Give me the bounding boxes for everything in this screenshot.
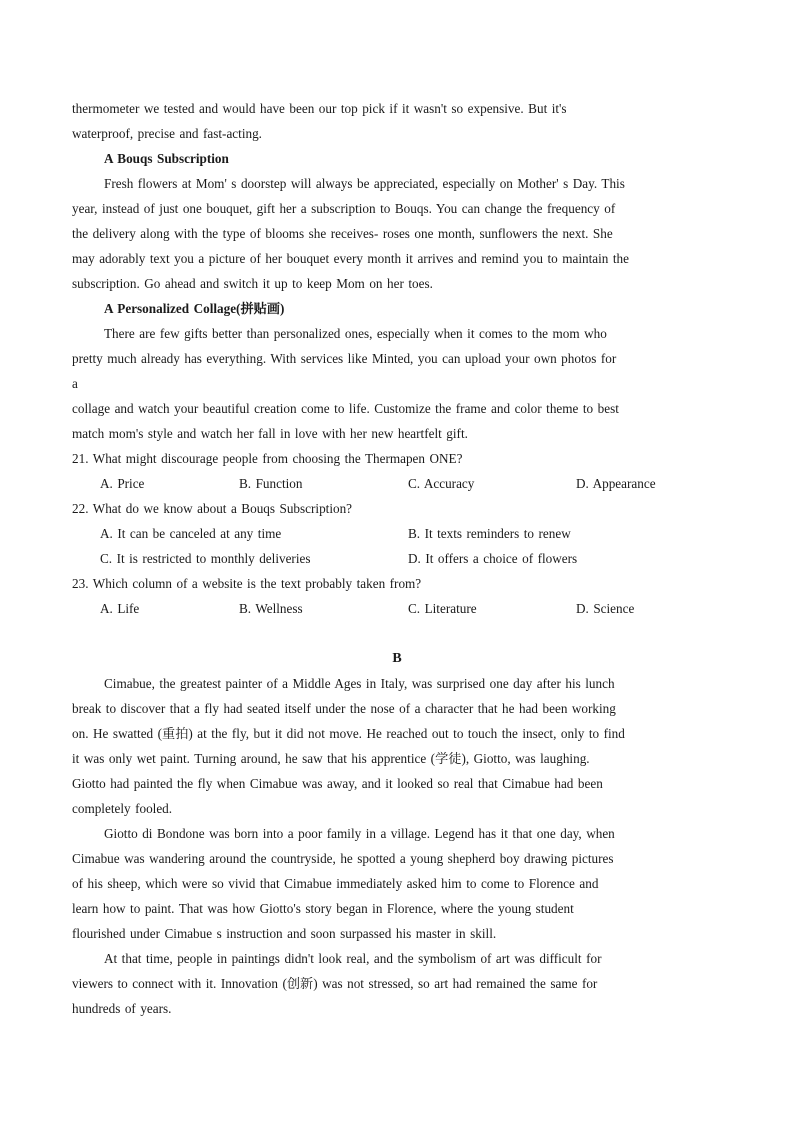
body-text: flourished under Cimabue s instruction and soon surpassed his master in skill. (72, 926, 497, 941)
body-text: Cimabue was wandering around the countryside, he spotted a young shepherd boy drawing pictures (72, 851, 614, 866)
body-text: waterproof, precise and fast-acting. (72, 126, 262, 141)
option-a: A. Price (100, 476, 145, 491)
question-22-options-row2 (72, 546, 722, 571)
option-c: C. Literature (408, 601, 477, 616)
body-text: pretty much already has everything. With services like Minted, you can upload your own photos for (72, 351, 617, 366)
body-text: may adorably text you a picture of her bouquet every month it arrives and remind you to maintain the (72, 251, 630, 266)
body-text: subscription. Go ahead and switch it up to keep Mom on her toes. (72, 276, 433, 291)
question-22-options-row1 (72, 521, 722, 546)
body-text: collage and watch your beautiful creation come to life. Customize the frame and color theme to best (72, 401, 619, 416)
question-23-options (72, 596, 722, 621)
body-text: thermometer we tested and would have been our top pick if it wasn't so expensive. But it's (72, 101, 567, 116)
body-text: completely fooled. (72, 801, 173, 816)
body-text: hundreds of years. (72, 1001, 172, 1016)
document-page (72, 96, 722, 1021)
question-22-stem: 22. What do we know about a Bouqs Subscription? (72, 501, 353, 516)
section-heading-bouqs: A Bouqs Subscription (104, 151, 229, 166)
body-text: break to discover that a fly had seated itself under the nose of a character that he had been working (72, 701, 616, 716)
option-b: B. Function (239, 476, 303, 491)
question-21-stem: 21. What might discourage people from choosing the Thermapen ONE? (72, 451, 463, 466)
body-text: Giotto di Bondone was born into a poor family in a village. Legend has it that one day, when (104, 826, 615, 841)
body-text: a (72, 376, 78, 391)
body-text: learn how to paint. That was how Giotto's story began in Florence, where the young student (72, 901, 574, 916)
body-text: There are few gifts better than personalized ones, especially when it comes to the mom who (104, 326, 607, 341)
body-text: on. He swatted (重拍) at the fly, but it did not move. He reached out to touch the insect, only to find (72, 726, 625, 741)
spacer (72, 621, 722, 646)
passage-b-title: B (392, 651, 402, 666)
question-21-options (72, 471, 722, 496)
section-heading-collage: A Personalized Collage(拼贴画) (104, 301, 285, 316)
question-23-stem: 23. Which column of a website is the text probably taken from? (72, 576, 422, 591)
body-text: of his sheep, which were so vivid that Cimabue immediately asked him to come to Florence and (72, 876, 599, 891)
option-b: B. It texts reminders to renew (408, 526, 571, 541)
option-c: C. Accuracy (408, 476, 475, 491)
option-d: D. It offers a choice of flowers (408, 551, 578, 566)
body-text: At that time, people in paintings didn't look real, and the symbolism of art was difficult for (104, 951, 602, 966)
body-text: Cimabue, the greatest painter of a Middle Ages in Italy, was surprised one day after his lunch (104, 676, 615, 691)
body-text: Fresh flowers at Mom' s doorstep will always be appreciated, especially on Mother' s Day. This (104, 176, 625, 191)
body-text: match mom's style and watch her fall in love with her new heartfelt gift. (72, 426, 468, 441)
option-c: C. It is restricted to monthly deliveries (100, 551, 311, 566)
option-b: B. Wellness (239, 601, 303, 616)
option-a: A. It can be canceled at any time (100, 526, 282, 541)
option-d: D. Science (576, 601, 635, 616)
option-a: A. Life (100, 601, 140, 616)
option-d: D. Appearance (576, 476, 656, 491)
body-text: Giotto had painted the fly when Cimabue was away, and it looked so real that Cimabue had been (72, 776, 603, 791)
body-text: viewers to connect with it. Innovation (创新) was not stressed, so art had remained the same for (72, 976, 598, 991)
body-text: year, instead of just one bouquet, gift her a subscription to Bouqs. You can change the frequency of (72, 201, 616, 216)
body-text: it was only wet paint. Turning around, he saw that his apprentice (学徒), Giotto, was laughing. (72, 751, 590, 766)
body-text: the delivery along with the type of blooms she receives- roses one month, sunflowers the next. She (72, 226, 613, 241)
